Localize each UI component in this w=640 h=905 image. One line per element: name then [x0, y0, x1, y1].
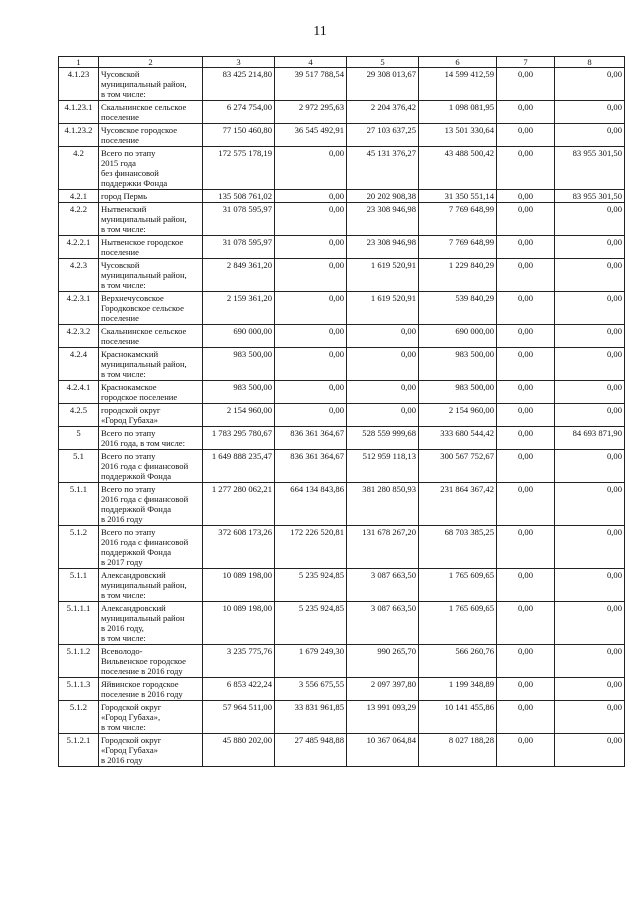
owners-cell: 0,00	[497, 526, 555, 569]
name-cell: Всего по этапу 2016 года, в том числе:	[99, 427, 203, 450]
fund-cell: 836 361 364,67	[275, 450, 347, 483]
table-row	[59, 190, 625, 203]
extra-cell: 83 955 301,50	[555, 147, 625, 190]
fund-cell: 0,00	[275, 259, 347, 292]
local-cell: 539 840,29	[419, 292, 497, 325]
row-number-cell: 5.1.2	[59, 526, 99, 569]
regional-cell: 0,00	[347, 325, 419, 348]
row-number-cell: 5.1.2	[59, 701, 99, 734]
regional-cell: 3 087 663,50	[347, 569, 419, 602]
owners-cell: 0,00	[497, 404, 555, 427]
regional-cell: 27 103 637,25	[347, 124, 419, 147]
row-number-cell: 5.1	[59, 450, 99, 483]
table-row	[59, 404, 625, 427]
name-cell: Нытвенское городское поселение	[99, 236, 203, 259]
extra-cell: 0,00	[555, 526, 625, 569]
name-cell: Всего по этапу 2015 года без финансовой поддержки Фонда	[99, 147, 203, 190]
fund-cell: 0,00	[275, 348, 347, 381]
table-row	[59, 602, 625, 645]
total-cell: 1 649 888 235,47	[203, 450, 275, 483]
local-cell: 1 765 609,65	[419, 602, 497, 645]
extra-cell: 0,00	[555, 734, 625, 767]
regional-cell: 2 204 376,42	[347, 101, 419, 124]
local-cell: 1 229 840,29	[419, 259, 497, 292]
name-cell: Краснокамское городское поселение	[99, 381, 203, 404]
table-row	[59, 203, 625, 236]
owners-cell: 0,00	[497, 381, 555, 404]
fund-cell: 33 831 961,85	[275, 701, 347, 734]
row-number-cell: 4.2.1	[59, 190, 99, 203]
owners-cell: 0,00	[497, 124, 555, 147]
extra-cell: 0,00	[555, 101, 625, 124]
local-cell: 983 500,00	[419, 381, 497, 404]
total-cell: 6 853 422,24	[203, 678, 275, 701]
table-row	[59, 147, 625, 190]
regional-cell: 0,00	[347, 404, 419, 427]
table-row	[59, 124, 625, 147]
row-number-cell: 5.1.1	[59, 569, 99, 602]
owners-cell: 0,00	[497, 68, 555, 101]
table-row	[59, 526, 625, 569]
local-cell: 231 864 367,42	[419, 483, 497, 526]
owners-cell: 0,00	[497, 203, 555, 236]
local-cell: 690 000,00	[419, 325, 497, 348]
regional-cell: 131 678 267,20	[347, 526, 419, 569]
local-cell: 1 098 081,95	[419, 101, 497, 124]
regional-cell: 528 559 999,68	[347, 427, 419, 450]
extra-cell: 0,00	[555, 701, 625, 734]
budget-table	[58, 56, 625, 767]
local-cell: 1 199 348,89	[419, 678, 497, 701]
name-cell: Скальнинское сельское поселение	[99, 325, 203, 348]
local-cell: 8 027 188,28	[419, 734, 497, 767]
total-cell: 135 508 761,02	[203, 190, 275, 203]
regional-cell: 1 619 520,91	[347, 292, 419, 325]
fund-cell: 27 485 948,88	[275, 734, 347, 767]
name-cell: Нытвенский муниципальный район, в том числе:	[99, 203, 203, 236]
local-cell: 13 501 330,64	[419, 124, 497, 147]
owners-cell: 0,00	[497, 147, 555, 190]
row-number-cell: 4.2.5	[59, 404, 99, 427]
column-header: 3	[203, 57, 275, 68]
row-number-cell: 4.1.23	[59, 68, 99, 101]
fund-cell: 39 517 788,54	[275, 68, 347, 101]
row-number-cell: 5.1.2.1	[59, 734, 99, 767]
extra-cell: 0,00	[555, 678, 625, 701]
owners-cell: 0,00	[497, 678, 555, 701]
column-header: 5	[347, 57, 419, 68]
table-row	[59, 678, 625, 701]
regional-cell: 13 991 093,29	[347, 701, 419, 734]
local-cell: 1 765 609,65	[419, 569, 497, 602]
total-cell: 77 150 460,80	[203, 124, 275, 147]
table-row	[59, 101, 625, 124]
row-number-cell: 5.1.1	[59, 483, 99, 526]
owners-cell: 0,00	[497, 348, 555, 381]
column-header: 8	[555, 57, 625, 68]
extra-cell: 0,00	[555, 348, 625, 381]
name-cell: Городской округ «Город Губаха», в том числе:	[99, 701, 203, 734]
total-cell: 6 274 754,00	[203, 101, 275, 124]
extra-cell: 0,00	[555, 602, 625, 645]
fund-cell: 5 235 924,85	[275, 602, 347, 645]
extra-cell: 0,00	[555, 236, 625, 259]
regional-cell: 45 131 376,27	[347, 147, 419, 190]
local-cell: 566 260,76	[419, 645, 497, 678]
total-cell: 83 425 214,80	[203, 68, 275, 101]
column-header: 1	[59, 57, 99, 68]
fund-cell: 0,00	[275, 236, 347, 259]
owners-cell: 0,00	[497, 325, 555, 348]
row-number-cell: 4.2	[59, 147, 99, 190]
row-number-cell: 4.2.3.2	[59, 325, 99, 348]
extra-cell: 0,00	[555, 569, 625, 602]
extra-cell: 0,00	[555, 381, 625, 404]
total-cell: 983 500,00	[203, 381, 275, 404]
row-number-cell: 4.2.3	[59, 259, 99, 292]
name-cell: Скальнинское сельское поселение	[99, 101, 203, 124]
name-cell: Александровский муниципальный район, в том числе:	[99, 569, 203, 602]
name-cell: Городской округ «Город Губаха» в 2016 году	[99, 734, 203, 767]
extra-cell: 83 955 301,50	[555, 190, 625, 203]
table-row	[59, 569, 625, 602]
table-row	[59, 236, 625, 259]
extra-cell: 0,00	[555, 203, 625, 236]
fund-cell: 0,00	[275, 147, 347, 190]
fund-cell: 172 226 520,81	[275, 526, 347, 569]
page-number: 11	[313, 24, 327, 39]
fund-cell: 0,00	[275, 203, 347, 236]
local-cell: 68 703 385,25	[419, 526, 497, 569]
table-row	[59, 292, 625, 325]
total-cell: 45 880 202,00	[203, 734, 275, 767]
fund-cell: 664 134 843,86	[275, 483, 347, 526]
fund-cell: 0,00	[275, 190, 347, 203]
local-cell: 7 769 648,99	[419, 203, 497, 236]
column-header: 7	[497, 57, 555, 68]
owners-cell: 0,00	[497, 190, 555, 203]
local-cell: 10 141 455,86	[419, 701, 497, 734]
fund-cell: 5 235 924,85	[275, 569, 347, 602]
owners-cell: 0,00	[497, 450, 555, 483]
fund-cell: 36 545 492,91	[275, 124, 347, 147]
table-row	[59, 450, 625, 483]
local-cell: 983 500,00	[419, 348, 497, 381]
owners-cell: 0,00	[497, 427, 555, 450]
regional-cell: 512 959 118,13	[347, 450, 419, 483]
regional-cell: 990 265,70	[347, 645, 419, 678]
table-row	[59, 734, 625, 767]
total-cell: 31 078 595,97	[203, 236, 275, 259]
name-cell: Чусовской муниципальный район, в том числе:	[99, 259, 203, 292]
total-cell: 2 849 361,20	[203, 259, 275, 292]
name-cell: Чусовской муниципальный район, в том числе:	[99, 68, 203, 101]
row-number-cell: 4.1.23.1	[59, 101, 99, 124]
table-row	[59, 427, 625, 450]
header-row	[59, 57, 625, 68]
owners-cell: 0,00	[497, 259, 555, 292]
total-cell: 983 500,00	[203, 348, 275, 381]
name-cell: Верхнечусовское Городковское сельское поселение	[99, 292, 203, 325]
row-number-cell: 4.2.4.1	[59, 381, 99, 404]
local-cell: 7 769 648,99	[419, 236, 497, 259]
extra-cell: 0,00	[555, 450, 625, 483]
name-cell: Александровский муниципальный район в 2016 году, в том числе:	[99, 602, 203, 645]
local-cell: 43 488 500,42	[419, 147, 497, 190]
local-cell: 2 154 960,00	[419, 404, 497, 427]
regional-cell: 23 308 946,98	[347, 203, 419, 236]
regional-cell: 23 308 946,98	[347, 236, 419, 259]
regional-cell: 10 367 064,84	[347, 734, 419, 767]
regional-cell: 0,00	[347, 348, 419, 381]
fund-cell: 0,00	[275, 325, 347, 348]
row-number-cell: 5.1.1.1	[59, 602, 99, 645]
fund-cell: 0,00	[275, 404, 347, 427]
table-row	[59, 325, 625, 348]
name-cell: Всего по этапу 2016 года с финансовой поддержкой Фонда	[99, 450, 203, 483]
table-row	[59, 483, 625, 526]
row-number-cell: 5.1.1.3	[59, 678, 99, 701]
name-cell: Всеволодо- Вильвенское городское поселение в 2016 году	[99, 645, 203, 678]
table-row	[59, 701, 625, 734]
regional-cell: 2 097 397,80	[347, 678, 419, 701]
extra-cell: 0,00	[555, 483, 625, 526]
regional-cell: 20 202 908,38	[347, 190, 419, 203]
table-body	[59, 68, 625, 767]
table-row	[59, 259, 625, 292]
row-number-cell: 4.2.4	[59, 348, 99, 381]
extra-cell: 0,00	[555, 68, 625, 101]
total-cell: 10 089 198,00	[203, 602, 275, 645]
extra-cell: 0,00	[555, 259, 625, 292]
local-cell: 300 567 752,67	[419, 450, 497, 483]
regional-cell: 29 308 013,67	[347, 68, 419, 101]
total-cell: 372 608 173,26	[203, 526, 275, 569]
row-number-cell: 5.1.1.2	[59, 645, 99, 678]
fund-cell: 0,00	[275, 292, 347, 325]
total-cell: 57 964 511,00	[203, 701, 275, 734]
total-cell: 10 089 198,00	[203, 569, 275, 602]
row-number-cell: 4.2.3.1	[59, 292, 99, 325]
name-cell: город Пермь	[99, 190, 203, 203]
name-cell: Чусовское городское поселение	[99, 124, 203, 147]
total-cell: 3 235 775,76	[203, 645, 275, 678]
total-cell: 31 078 595,97	[203, 203, 275, 236]
local-cell: 333 680 544,42	[419, 427, 497, 450]
name-cell: Всего по этапу 2016 года с финансовой поддержкой Фонда в 2017 году	[99, 526, 203, 569]
extra-cell: 0,00	[555, 645, 625, 678]
table-row	[59, 68, 625, 101]
owners-cell: 0,00	[497, 645, 555, 678]
owners-cell: 0,00	[497, 483, 555, 526]
column-header: 2	[99, 57, 203, 68]
total-cell: 2 154 960,00	[203, 404, 275, 427]
local-cell: 31 350 551,14	[419, 190, 497, 203]
extra-cell: 0,00	[555, 124, 625, 147]
name-cell: Краснокамский муниципальный район, в том числе:	[99, 348, 203, 381]
local-cell: 14 599 412,59	[419, 68, 497, 101]
row-number-cell: 4.2.2.1	[59, 236, 99, 259]
owners-cell: 0,00	[497, 569, 555, 602]
total-cell: 1 783 295 780,67	[203, 427, 275, 450]
name-cell: Яйвинское городское поселение в 2016 году	[99, 678, 203, 701]
table-row	[59, 348, 625, 381]
fund-cell: 3 556 675,55	[275, 678, 347, 701]
row-number-cell: 4.2.2	[59, 203, 99, 236]
table-row	[59, 381, 625, 404]
owners-cell: 0,00	[497, 701, 555, 734]
table-row	[59, 645, 625, 678]
row-number-cell: 5	[59, 427, 99, 450]
fund-cell: 0,00	[275, 381, 347, 404]
owners-cell: 0,00	[497, 101, 555, 124]
regional-cell: 3 087 663,50	[347, 602, 419, 645]
extra-cell: 0,00	[555, 325, 625, 348]
total-cell: 172 575 178,19	[203, 147, 275, 190]
total-cell: 690 000,00	[203, 325, 275, 348]
name-cell: городской округ «Город Губаха»	[99, 404, 203, 427]
column-header: 6	[419, 57, 497, 68]
column-header: 4	[275, 57, 347, 68]
owners-cell: 0,00	[497, 602, 555, 645]
total-cell: 1 277 280 062,21	[203, 483, 275, 526]
fund-cell: 836 361 364,67	[275, 427, 347, 450]
owners-cell: 0,00	[497, 734, 555, 767]
extra-cell: 0,00	[555, 404, 625, 427]
extra-cell: 0,00	[555, 292, 625, 325]
regional-cell: 381 280 850,93	[347, 483, 419, 526]
fund-cell: 1 679 249,30	[275, 645, 347, 678]
owners-cell: 0,00	[497, 236, 555, 259]
regional-cell: 0,00	[347, 381, 419, 404]
total-cell: 2 159 361,20	[203, 292, 275, 325]
owners-cell: 0,00	[497, 292, 555, 325]
fund-cell: 2 972 295,63	[275, 101, 347, 124]
extra-cell: 84 693 871,90	[555, 427, 625, 450]
name-cell: Всего по этапу 2016 года с финансовой поддержкой Фонда в 2016 году	[99, 483, 203, 526]
row-number-cell: 4.1.23.2	[59, 124, 99, 147]
regional-cell: 1 619 520,91	[347, 259, 419, 292]
